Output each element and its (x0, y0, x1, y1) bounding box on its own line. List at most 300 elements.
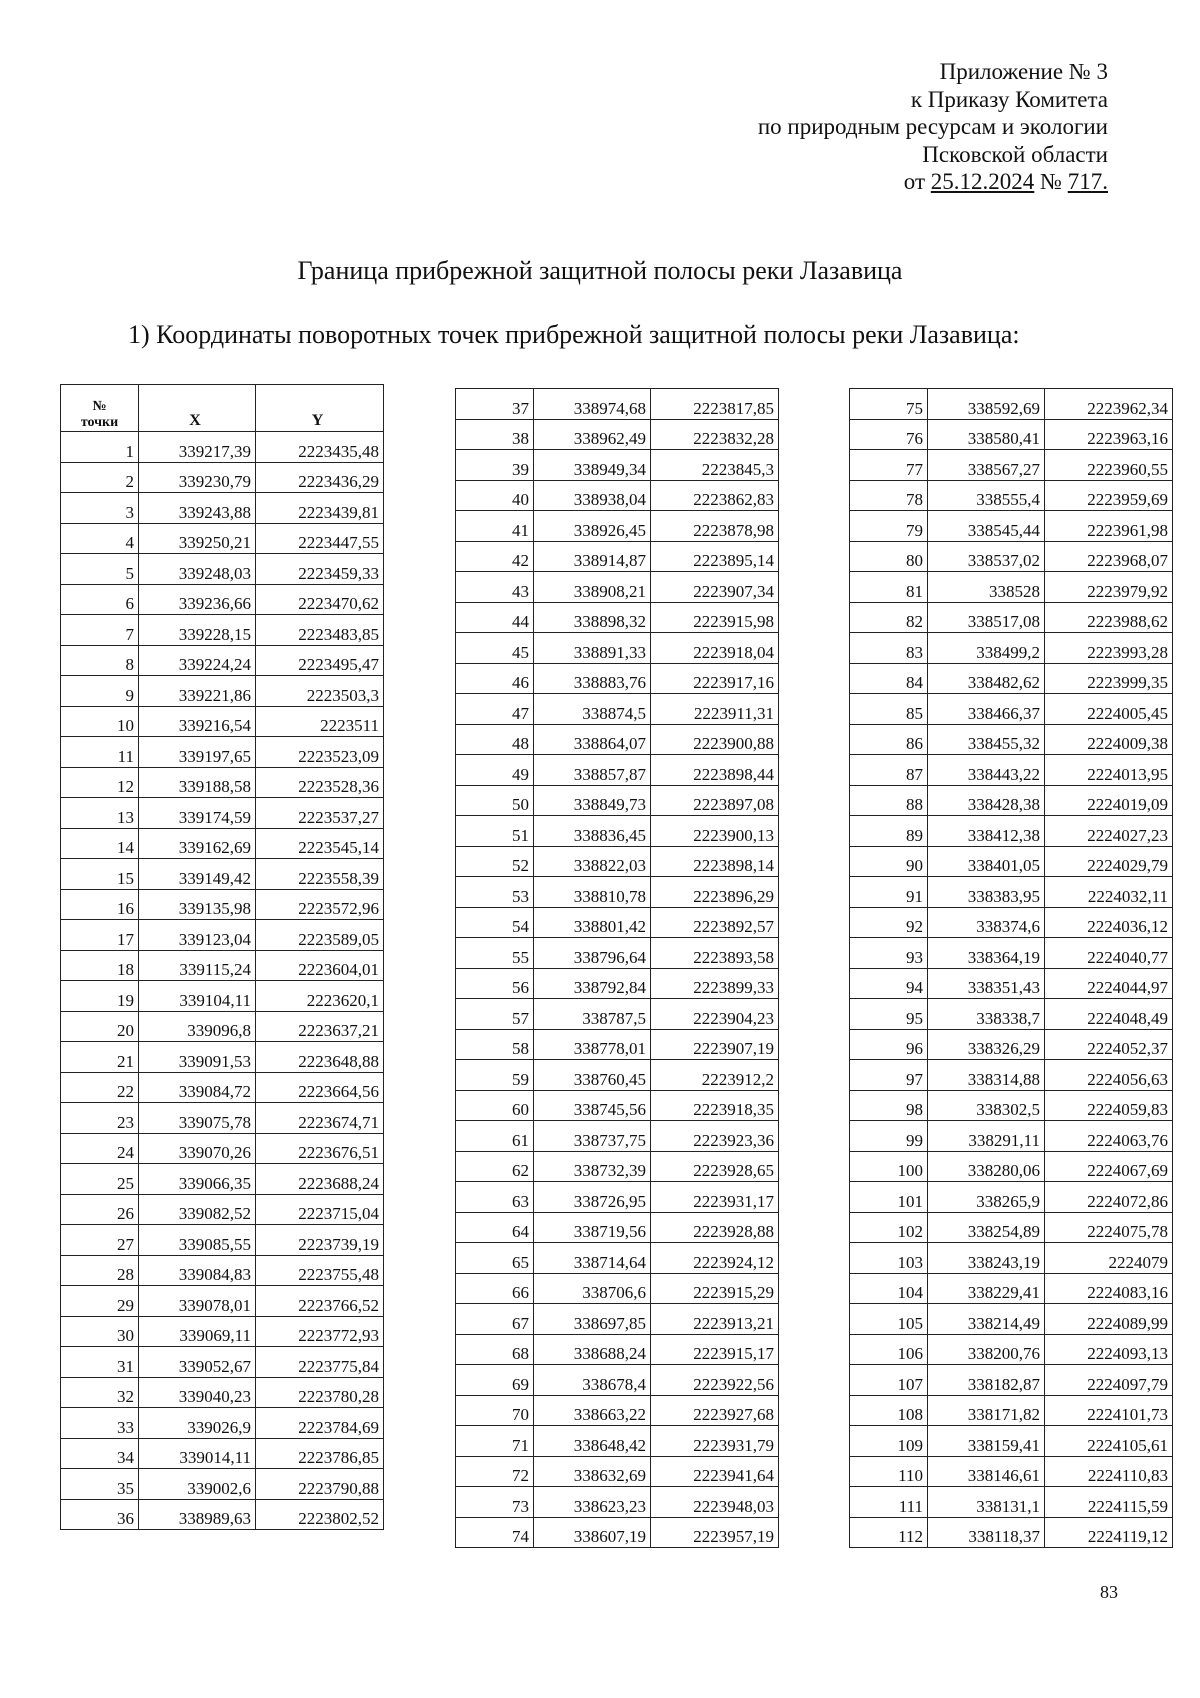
y-coordinate-cell: 2224048,49 (1045, 999, 1173, 1030)
table-row (456, 1304, 779, 1335)
x-coordinate-cell: 338265,9 (928, 1182, 1045, 1213)
point-number-cell: 107 (850, 1365, 928, 1396)
table-row (850, 1182, 1173, 1213)
point-number-cell: 103 (850, 1243, 928, 1274)
point-number-cell: 87 (850, 755, 928, 786)
point-number-cell: 85 (850, 694, 928, 725)
y-coordinate-cell: 2223915,17 (651, 1334, 779, 1365)
x-coordinate-cell: 338314,88 (928, 1060, 1045, 1091)
point-number-cell: 64 (456, 1212, 534, 1243)
y-coordinate-cell: 2223988,62 (1045, 602, 1173, 633)
y-coordinate-cell: 2223674,71 (256, 1103, 384, 1134)
x-coordinate-cell: 338528 (928, 572, 1045, 603)
x-coordinate-cell: 339149,42 (139, 859, 256, 890)
table-row (61, 920, 384, 951)
x-coordinate-cell: 338338,7 (928, 999, 1045, 1030)
table-row (850, 1517, 1173, 1548)
table-row (456, 1395, 779, 1426)
table-row (850, 846, 1173, 877)
table-row (850, 1456, 1173, 1487)
page-number: 83 (1100, 1582, 1118, 1602)
point-number-cell: 74 (456, 1517, 534, 1548)
x-coordinate-cell: 339002,6 (139, 1469, 256, 1500)
x-coordinate-cell: 339221,86 (139, 676, 256, 707)
point-number-cell: 105 (850, 1304, 928, 1335)
y-coordinate-cell: 2224056,63 (1045, 1060, 1173, 1091)
header-y: Y (256, 385, 384, 432)
y-coordinate-cell: 2223537,27 (256, 798, 384, 829)
table-row (61, 676, 384, 707)
x-coordinate-cell: 338280,06 (928, 1151, 1045, 1182)
x-coordinate-cell: 339236,66 (139, 584, 256, 615)
point-number-cell: 23 (61, 1103, 139, 1134)
table-row (456, 1182, 779, 1213)
point-number-cell: 45 (456, 633, 534, 664)
point-number-cell: 8 (61, 645, 139, 676)
point-number-cell: 56 (456, 968, 534, 999)
point-number-cell: 72 (456, 1456, 534, 1487)
table-row (61, 1408, 384, 1439)
table-row (850, 877, 1173, 908)
x-coordinate-cell: 338182,87 (928, 1365, 1045, 1396)
x-coordinate-cell: 338908,21 (534, 572, 651, 603)
point-number-cell: 7 (61, 615, 139, 646)
appendix-header (758, 58, 1108, 196)
x-coordinate-cell: 338926,45 (534, 511, 651, 542)
x-coordinate-cell: 339084,83 (139, 1255, 256, 1286)
y-coordinate-cell: 2223900,88 (651, 724, 779, 755)
point-number-cell: 47 (456, 694, 534, 725)
y-coordinate-cell: 2224063,76 (1045, 1121, 1173, 1152)
x-coordinate-cell: 338592,69 (928, 389, 1045, 420)
point-number-cell: 77 (850, 450, 928, 481)
table-row (850, 541, 1173, 572)
y-coordinate-cell: 2223786,85 (256, 1438, 384, 1469)
table-row (61, 889, 384, 920)
order-number: 717. (1067, 169, 1108, 194)
y-coordinate-cell: 2224067,69 (1045, 1151, 1173, 1182)
y-coordinate-cell: 2223912,2 (651, 1060, 779, 1091)
header-date-line (758, 168, 1108, 196)
x-coordinate-cell: 339216,54 (139, 706, 256, 737)
point-number-cell: 28 (61, 1255, 139, 1286)
point-number-cell: 110 (850, 1456, 928, 1487)
table-row (850, 1029, 1173, 1060)
table-row (456, 1456, 779, 1487)
x-coordinate-cell: 338567,27 (928, 450, 1045, 481)
table-row (850, 1121, 1173, 1152)
table-row (456, 663, 779, 694)
point-number-cell: 96 (850, 1029, 928, 1060)
y-coordinate-cell: 2223897,08 (651, 785, 779, 816)
point-number-cell: 61 (456, 1121, 534, 1152)
x-coordinate-cell: 338254,89 (928, 1212, 1045, 1243)
x-coordinate-cell: 338822,03 (534, 846, 651, 877)
y-coordinate-cell: 2223523,09 (256, 737, 384, 768)
point-number-cell: 71 (456, 1426, 534, 1457)
x-coordinate-cell: 338146,61 (928, 1456, 1045, 1487)
point-number-cell: 75 (850, 389, 928, 420)
table-row (61, 1133, 384, 1164)
table-row (456, 602, 779, 633)
table-row (850, 1395, 1173, 1426)
table-row (850, 1304, 1173, 1335)
point-number-cell: 59 (456, 1060, 534, 1091)
y-coordinate-cell: 2223775,84 (256, 1347, 384, 1378)
point-number-cell: 35 (61, 1469, 139, 1500)
y-coordinate-cell: 2223898,14 (651, 846, 779, 877)
table-row (456, 816, 779, 847)
y-coordinate-cell: 2223664,56 (256, 1072, 384, 1103)
table-row (61, 1072, 384, 1103)
point-number-cell: 39 (456, 450, 534, 481)
table-row (850, 1334, 1173, 1365)
point-number-cell: 108 (850, 1395, 928, 1426)
y-coordinate-cell: 2223928,88 (651, 1212, 779, 1243)
y-coordinate-cell: 2224079 (1045, 1243, 1173, 1274)
table-row (61, 523, 384, 554)
table-row (61, 828, 384, 859)
point-number-cell: 57 (456, 999, 534, 1030)
x-coordinate-cell: 339104,11 (139, 981, 256, 1012)
y-coordinate-cell: 2223676,51 (256, 1133, 384, 1164)
x-coordinate-cell: 338200,76 (928, 1334, 1045, 1365)
y-coordinate-cell: 2223572,96 (256, 889, 384, 920)
x-coordinate-cell: 338883,76 (534, 663, 651, 694)
coordinates-table-1 (60, 384, 384, 1530)
date-prefix: от (903, 169, 926, 194)
y-coordinate-cell: 2223772,93 (256, 1316, 384, 1347)
table-row (850, 1060, 1173, 1091)
table-row (61, 1438, 384, 1469)
y-coordinate-cell: 2223898,44 (651, 755, 779, 786)
x-coordinate-cell: 338632,69 (534, 1456, 651, 1487)
x-coordinate-cell: 338374,6 (928, 907, 1045, 938)
coordinates-table-2 (455, 388, 779, 1548)
table-row (456, 1090, 779, 1121)
point-number-cell: 50 (456, 785, 534, 816)
table-row (850, 724, 1173, 755)
x-coordinate-cell: 339243,88 (139, 493, 256, 524)
y-coordinate-cell: 2223961,98 (1045, 511, 1173, 542)
x-coordinate-cell: 338891,33 (534, 633, 651, 664)
y-coordinate-cell: 2223913,21 (651, 1304, 779, 1335)
x-coordinate-cell: 339052,67 (139, 1347, 256, 1378)
table-row (850, 907, 1173, 938)
table-row (61, 1286, 384, 1317)
x-coordinate-cell: 339040,23 (139, 1377, 256, 1408)
point-number-cell: 86 (850, 724, 928, 755)
point-number-cell: 102 (850, 1212, 928, 1243)
y-coordinate-cell: 2223915,29 (651, 1273, 779, 1304)
y-coordinate-cell: 2224052,37 (1045, 1029, 1173, 1060)
y-coordinate-cell: 2224101,73 (1045, 1395, 1173, 1426)
y-coordinate-cell: 2223959,69 (1045, 480, 1173, 511)
y-coordinate-cell: 2223528,36 (256, 767, 384, 798)
table-row (61, 554, 384, 585)
x-coordinate-cell: 338678,4 (534, 1365, 651, 1396)
point-number-cell: 13 (61, 798, 139, 829)
y-coordinate-cell: 2223790,88 (256, 1469, 384, 1500)
point-number-cell: 93 (850, 938, 928, 969)
y-coordinate-cell: 2223941,64 (651, 1456, 779, 1487)
y-coordinate-cell: 2223545,14 (256, 828, 384, 859)
x-coordinate-cell: 338291,11 (928, 1121, 1045, 1152)
point-number-cell: 101 (850, 1182, 928, 1213)
y-coordinate-cell: 2223915,98 (651, 602, 779, 633)
table-row (850, 1426, 1173, 1457)
x-coordinate-cell: 339188,58 (139, 767, 256, 798)
point-number-cell: 25 (61, 1164, 139, 1195)
point-number-cell: 9 (61, 676, 139, 707)
x-coordinate-cell: 338364,19 (928, 938, 1045, 969)
y-coordinate-cell: 2223968,07 (1045, 541, 1173, 572)
table-row (456, 968, 779, 999)
table-row (61, 1225, 384, 1256)
point-number-cell: 104 (850, 1273, 928, 1304)
y-coordinate-cell: 2223911,31 (651, 694, 779, 725)
point-number-cell: 30 (61, 1316, 139, 1347)
table-row (456, 1212, 779, 1243)
point-number-cell: 15 (61, 859, 139, 890)
y-coordinate-cell: 2223832,28 (651, 419, 779, 450)
coordinates-table-3 (849, 388, 1173, 1548)
y-coordinate-cell: 2223928,65 (651, 1151, 779, 1182)
x-coordinate-cell: 339091,53 (139, 1042, 256, 1073)
x-coordinate-cell: 339066,35 (139, 1164, 256, 1195)
point-number-cell: 109 (850, 1426, 928, 1457)
point-number-cell: 111 (850, 1487, 928, 1518)
table-row (456, 480, 779, 511)
point-number-cell: 94 (850, 968, 928, 999)
table-row (61, 1316, 384, 1347)
y-coordinate-cell: 2223957,19 (651, 1517, 779, 1548)
table-row (456, 1060, 779, 1091)
y-coordinate-cell: 2223558,39 (256, 859, 384, 890)
y-coordinate-cell: 2223780,28 (256, 1377, 384, 1408)
y-coordinate-cell: 2224110,83 (1045, 1456, 1173, 1487)
y-coordinate-cell: 2224013,95 (1045, 755, 1173, 786)
y-coordinate-cell: 2223963,16 (1045, 419, 1173, 450)
table-row (456, 1243, 779, 1274)
x-coordinate-cell: 339250,21 (139, 523, 256, 554)
point-number-cell: 3 (61, 493, 139, 524)
x-coordinate-cell: 338537,02 (928, 541, 1045, 572)
point-number-cell: 10 (61, 706, 139, 737)
y-coordinate-cell: 2223918,04 (651, 633, 779, 664)
point-number-cell: 76 (850, 419, 928, 450)
point-number-cell: 14 (61, 828, 139, 859)
point-number-cell: 27 (61, 1225, 139, 1256)
x-coordinate-cell: 338555,4 (928, 480, 1045, 511)
point-number-cell: 22 (61, 1072, 139, 1103)
table-row (61, 1347, 384, 1378)
point-number-cell: 31 (61, 1347, 139, 1378)
y-coordinate-cell: 2223892,57 (651, 907, 779, 938)
table-row (456, 572, 779, 603)
table-row (456, 1334, 779, 1365)
point-number-cell: 34 (61, 1438, 139, 1469)
y-coordinate-cell: 2223802,52 (256, 1499, 384, 1530)
y-coordinate-cell: 2223962,34 (1045, 389, 1173, 420)
table-row (850, 663, 1173, 694)
point-number-cell: 69 (456, 1365, 534, 1396)
point-number-cell: 54 (456, 907, 534, 938)
point-number-cell: 12 (61, 767, 139, 798)
table-row (61, 584, 384, 615)
x-coordinate-cell: 338737,75 (534, 1121, 651, 1152)
point-number-cell: 88 (850, 785, 928, 816)
y-coordinate-cell: 2223907,19 (651, 1029, 779, 1060)
x-coordinate-cell: 338326,29 (928, 1029, 1045, 1060)
x-coordinate-cell: 338745,56 (534, 1090, 651, 1121)
table-row (456, 938, 779, 969)
table-row (850, 572, 1173, 603)
table-row (850, 755, 1173, 786)
y-coordinate-cell: 2223766,52 (256, 1286, 384, 1317)
x-coordinate-cell: 338864,07 (534, 724, 651, 755)
point-number-cell: 6 (61, 584, 139, 615)
y-coordinate-cell: 2223784,69 (256, 1408, 384, 1439)
y-coordinate-cell: 2224072,86 (1045, 1182, 1173, 1213)
y-coordinate-cell: 2223948,03 (651, 1487, 779, 1518)
x-coordinate-cell: 339069,11 (139, 1316, 256, 1347)
table-row (61, 859, 384, 890)
x-coordinate-cell: 338428,38 (928, 785, 1045, 816)
y-coordinate-cell: 2223907,34 (651, 572, 779, 603)
y-coordinate-cell: 2223931,17 (651, 1182, 779, 1213)
x-coordinate-cell: 338989,63 (139, 1499, 256, 1530)
number-sign: № (1040, 169, 1062, 194)
y-coordinate-cell: 2223927,68 (651, 1395, 779, 1426)
table-row (61, 1377, 384, 1408)
table-row (850, 389, 1173, 420)
table-row (61, 615, 384, 646)
point-number-cell: 89 (850, 816, 928, 847)
x-coordinate-cell: 338214,49 (928, 1304, 1045, 1335)
point-number-cell: 106 (850, 1334, 928, 1365)
x-coordinate-cell: 338792,84 (534, 968, 651, 999)
point-number-cell: 92 (850, 907, 928, 938)
y-coordinate-cell: 2224029,79 (1045, 846, 1173, 877)
point-number-cell: 99 (850, 1121, 928, 1152)
table-row (61, 767, 384, 798)
point-number-cell: 5 (61, 554, 139, 585)
point-number-cell: 42 (456, 541, 534, 572)
table-row (61, 493, 384, 524)
point-number-cell: 18 (61, 950, 139, 981)
table-row (61, 950, 384, 981)
point-number-cell: 70 (456, 1395, 534, 1426)
table-row (456, 511, 779, 542)
point-number-cell: 48 (456, 724, 534, 755)
point-number-cell: 32 (61, 1377, 139, 1408)
y-coordinate-cell: 2223922,56 (651, 1365, 779, 1396)
point-number-cell: 60 (456, 1090, 534, 1121)
table-row (61, 1194, 384, 1225)
table-row (850, 1243, 1173, 1274)
table-row (456, 694, 779, 725)
point-number-cell: 83 (850, 633, 928, 664)
point-number-cell: 24 (61, 1133, 139, 1164)
point-number-cell: 81 (850, 572, 928, 603)
table-row (456, 877, 779, 908)
x-coordinate-cell: 339162,69 (139, 828, 256, 859)
point-number-cell: 40 (456, 480, 534, 511)
point-number-cell: 79 (850, 511, 928, 542)
point-number-cell: 100 (850, 1151, 928, 1182)
y-coordinate-cell: 2223999,35 (1045, 663, 1173, 694)
y-coordinate-cell: 2224083,16 (1045, 1273, 1173, 1304)
point-number-cell: 52 (456, 846, 534, 877)
y-coordinate-cell: 2223904,23 (651, 999, 779, 1030)
y-coordinate-cell: 2223845,3 (651, 450, 779, 481)
y-coordinate-cell: 2223895,14 (651, 541, 779, 572)
table-row (850, 633, 1173, 664)
point-number-cell: 11 (61, 737, 139, 768)
point-number-cell: 98 (850, 1090, 928, 1121)
table-row (456, 999, 779, 1030)
y-coordinate-cell: 2223648,88 (256, 1042, 384, 1073)
x-coordinate-cell: 338499,2 (928, 633, 1045, 664)
y-coordinate-cell: 2224027,23 (1045, 816, 1173, 847)
point-number-cell: 58 (456, 1029, 534, 1060)
point-number-cell: 21 (61, 1042, 139, 1073)
point-number-cell: 66 (456, 1273, 534, 1304)
table-row (456, 633, 779, 664)
x-coordinate-cell: 338796,64 (534, 938, 651, 969)
y-coordinate-cell: 2223483,85 (256, 615, 384, 646)
y-coordinate-cell: 2223893,58 (651, 938, 779, 969)
y-coordinate-cell: 2223637,21 (256, 1011, 384, 1042)
x-coordinate-cell: 338949,34 (534, 450, 651, 481)
y-coordinate-cell: 2223924,12 (651, 1243, 779, 1274)
point-number-cell: 46 (456, 663, 534, 694)
table-row (456, 1365, 779, 1396)
y-coordinate-cell: 2224075,78 (1045, 1212, 1173, 1243)
table-row (61, 1042, 384, 1073)
y-coordinate-cell: 2223435,48 (256, 432, 384, 463)
table-row (850, 480, 1173, 511)
table-row (456, 450, 779, 481)
y-coordinate-cell: 2223688,24 (256, 1164, 384, 1195)
x-coordinate-cell: 338810,78 (534, 877, 651, 908)
point-number-cell: 2 (61, 462, 139, 493)
x-coordinate-cell: 339014,11 (139, 1438, 256, 1469)
point-number-cell: 68 (456, 1334, 534, 1365)
point-number-cell: 38 (456, 419, 534, 450)
table-row (61, 737, 384, 768)
y-coordinate-cell: 2224044,97 (1045, 968, 1173, 999)
x-coordinate-cell: 338801,42 (534, 907, 651, 938)
x-coordinate-cell: 338874,5 (534, 694, 651, 725)
header-line-4: Псковской области (922, 141, 1108, 167)
table-row (456, 1151, 779, 1182)
point-number-cell: 67 (456, 1304, 534, 1335)
x-coordinate-cell: 338726,95 (534, 1182, 651, 1213)
section-subtitle: 1) Координаты поворотных точек прибрежной защитной полосы реки Лазавица: (128, 320, 1020, 349)
point-number-cell: 97 (850, 1060, 928, 1091)
x-coordinate-cell: 338787,5 (534, 999, 651, 1030)
point-number-cell: 53 (456, 877, 534, 908)
x-coordinate-cell: 339084,72 (139, 1072, 256, 1103)
point-number-cell: 26 (61, 1194, 139, 1225)
table-row (850, 1212, 1173, 1243)
table-row (61, 1469, 384, 1500)
table-row (456, 724, 779, 755)
x-coordinate-cell: 338302,5 (928, 1090, 1045, 1121)
y-coordinate-cell: 2223495,47 (256, 645, 384, 676)
